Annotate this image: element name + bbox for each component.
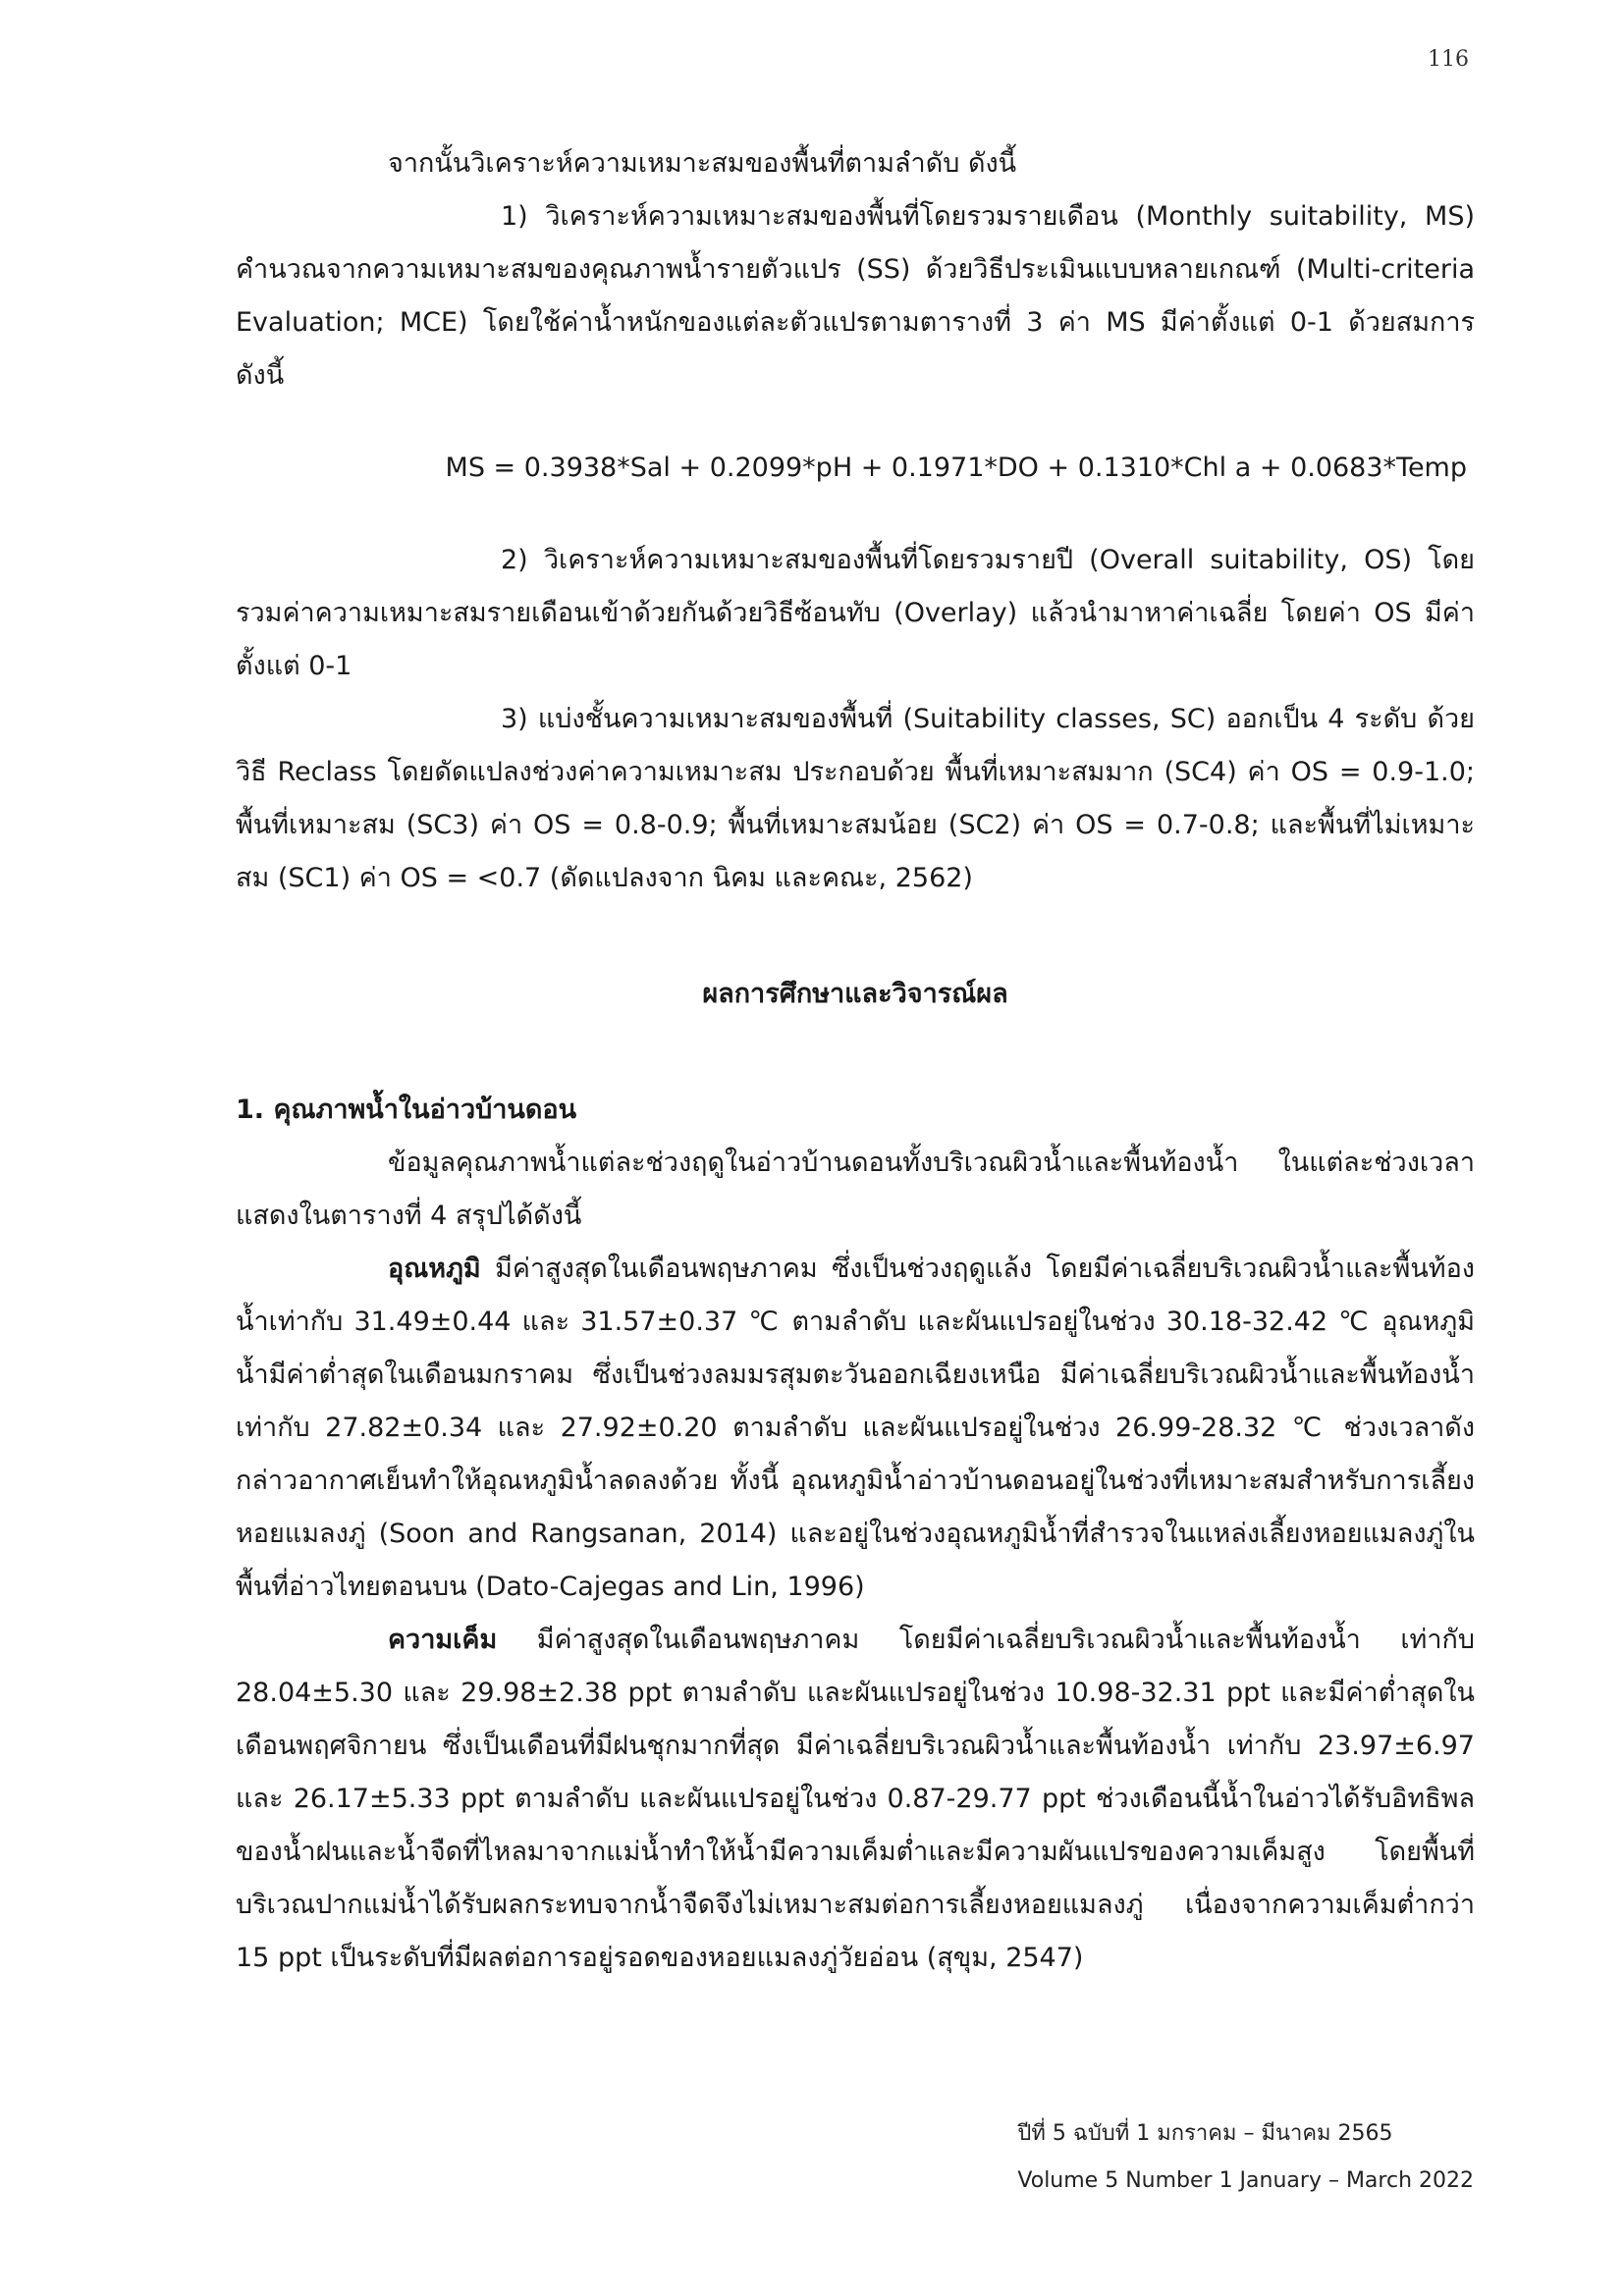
intro-paragraph: จากนั้นวิเคราะห์ความเหมาะสมของพื้นที่ตามลำดับ ดังนี้ [388,148,1017,179]
water-quality-lead: ข้อมูลคุณภาพน้ำแต่ละช่วงฤดูในอ่าวบ้านดอนทั้งบริเวณผิวน้ำและพื้นท้องน้ำ ในแต่ละช่วงเวลาแสดงในตารางที่ 4 สรุปได้ดังนี้ [236,1148,1475,1231]
method-step-2: 2) วิเคราะห์ความเหมาะสมของพื้นที่โดยรวมรายปี (Overall suitability, OS) โดยรวมค่าความเหมาะสมรายเดือนเข้าด้วยกันด้วยวิธีซ้อนทับ (Overlay) แล้วนำมาหาค่าเฉลี่ย โดยค่า OS มีค่าตั้งแต่ 0-1 [236,545,1475,681]
journal-footer [1017,2110,1474,2205]
temperature-term: อุณหภูมิ [388,1254,481,1284]
ms-equation: MS = 0.3938*Sal + 0.2099*pH + 0.1971*DO + 0.1310*Chl a + 0.0683*Temp [445,453,1467,483]
method-step-3: 3) แบ่งชั้นความเหมาะสมของพื้นที่ (Suitability classes, SC) ออกเป็น 4 ระดับ ด้วยวิธี Reclass โดยดัดแปลงช่วงค่าความเหมาะสม ประกอบด้วย พื้นที่เหมาะสมมาก (SC4) ค่า OS = 0.9-1.0; พื้นที่เหมาะสม (SC3) ค่า OS = 0.8-0.9; พื้นที่เหมาะสมน้อย (SC2) ค่า OS = 0.7-0.8; และพื้นที่ไม่เหมาะสม (SC1) ค่า OS = <0.7 (ดัดแปลงจาก นิคม และคณะ, 2562) [236,704,1475,893]
page-content [236,137,1475,1985]
salinity-text: มีค่าสูงสุดในเดือนพฤษภาคม โดยมีค่าเฉลี่ยบริเวณผิวน้ำและพื้นท้องน้ำ เท่ากับ 28.04±5.30 และ 29.98±2.38 ppt ตามลำดับ และผันแปรอยู่ในช่วง 10.98-32.31 ppt และมีค่าต่ำสุดในเดือนพฤศจิกายน ซึ่งเป็นเดือนที่มีฝนชุกมากที่สุด มีค่าเฉลี่ยบริเวณผิวน้ำและพื้นท้องน้ำ เท่ากับ 23.97±6.97 และ 26.17±5.33 ppt ตามลำดับ และผันแปรอยู่ในช่วง 0.87-29.77 ppt ช่วงเดือนนี้น้ำในอ่าวได้รับอิทธิพลของน้ำฝนและน้ำจืดที่ไหลมาจากแม่น้ำทำให้น้ำมีความเค็มต่ำและมีความผันแปรของความเค็มสูง โดยพื้นที่บริเวณปากแม่น้ำได้รับผลกระทบจากน้ำจืดจึงไม่เหมาะสมต่อการเลี้ยงหอยแมลงภู่ เนื่องจากความเค็มต่ำกว่า 15 ppt เป็นระดับที่มีผลต่อการอยู่รอดของหอยแมลงภู่วัยอ่อน (สุขุม, 2547) [236,1625,1475,1973]
section-title: ผลการศึกษาและวิจารณ์ผล [702,979,1008,1009]
method-step-1: 1) วิเคราะห์ความเหมาะสมของพื้นที่โดยรวมรายเดือน (Monthly suitability, MS) คำนวณจากความเหมาะสมของคุณภาพน้ำรายตัวแปร (SS) ด้วยวิธีประเมินแบบหลายเกณฑ์ (Multi-criteria Evaluation; MCE) โดยใช้ค่าน้ำหนักของแต่ละตัวแปรตามตารางที่ 3 ค่า MS มีค่าตั้งแต่ 0-1 ด้วยสมการ ดังนี้ [236,201,1475,391]
footer-english-issue: Volume 5 Number 1 January – March 2022 [1017,2168,1474,2193]
temperature-text: มีค่าสูงสุดในเดือนพฤษภาคม ซึ่งเป็นช่วงฤดูแล้ง โดยมีค่าเฉลี่ยบริเวณผิวน้ำและพื้นท้องน้ำเท่ากับ 31.49±0.44 และ 31.57±0.37 ℃ ตามลำดับ และผันแปรอยู่ในช่วง 30.18-32.42 ℃ อุณหภูมิน้ำมีค่าต่ำสุดในเดือนมกราคม ซึ่งเป็นช่วงลมมรสุมตะวันออกเฉียงเหนือ มีค่าเฉลี่ยบริเวณผิวน้ำและพื้นท้องน้ำเท่ากับ 27.82±0.34 และ 27.92±0.20 ตามลำดับ และผันแปรอยู่ในช่วง 26.99-28.32 ℃ ช่วงเวลาดังกล่าวอากาศเย็นทำให้อุณหภูมิน้ำลดลงด้วย ทั้งนี้ อุณหภูมิน้ำอ่าวบ้านดอนอยู่ในช่วงที่เหมาะสมสำหรับการเลี้ยงหอยแมลงภู่ (Soon and Rangsanan, 2014) และอยู่ในช่วงอุณหภูมิน้ำที่สำรวจในแหล่งเลี้ยงหอยแมลงภู่ในพื้นที่อ่าวไทยตอนบน (Dato-Cajegas and Lin, 1996) [236,1254,1475,1602]
salinity-paragraph [236,1614,1475,1985]
salinity-term: ความเค็ม [388,1625,498,1655]
footer-thai-issue: ปีที่ 5 ฉบับที่ 1 มกราคม – มีนาคม 2565 [1017,2121,1393,2146]
page-number: 116 [1428,47,1469,72]
temperature-paragraph [236,1243,1475,1614]
subsection-title: 1. คุณภาพน้ำในอ่าวบ้านดอน [236,1095,577,1125]
